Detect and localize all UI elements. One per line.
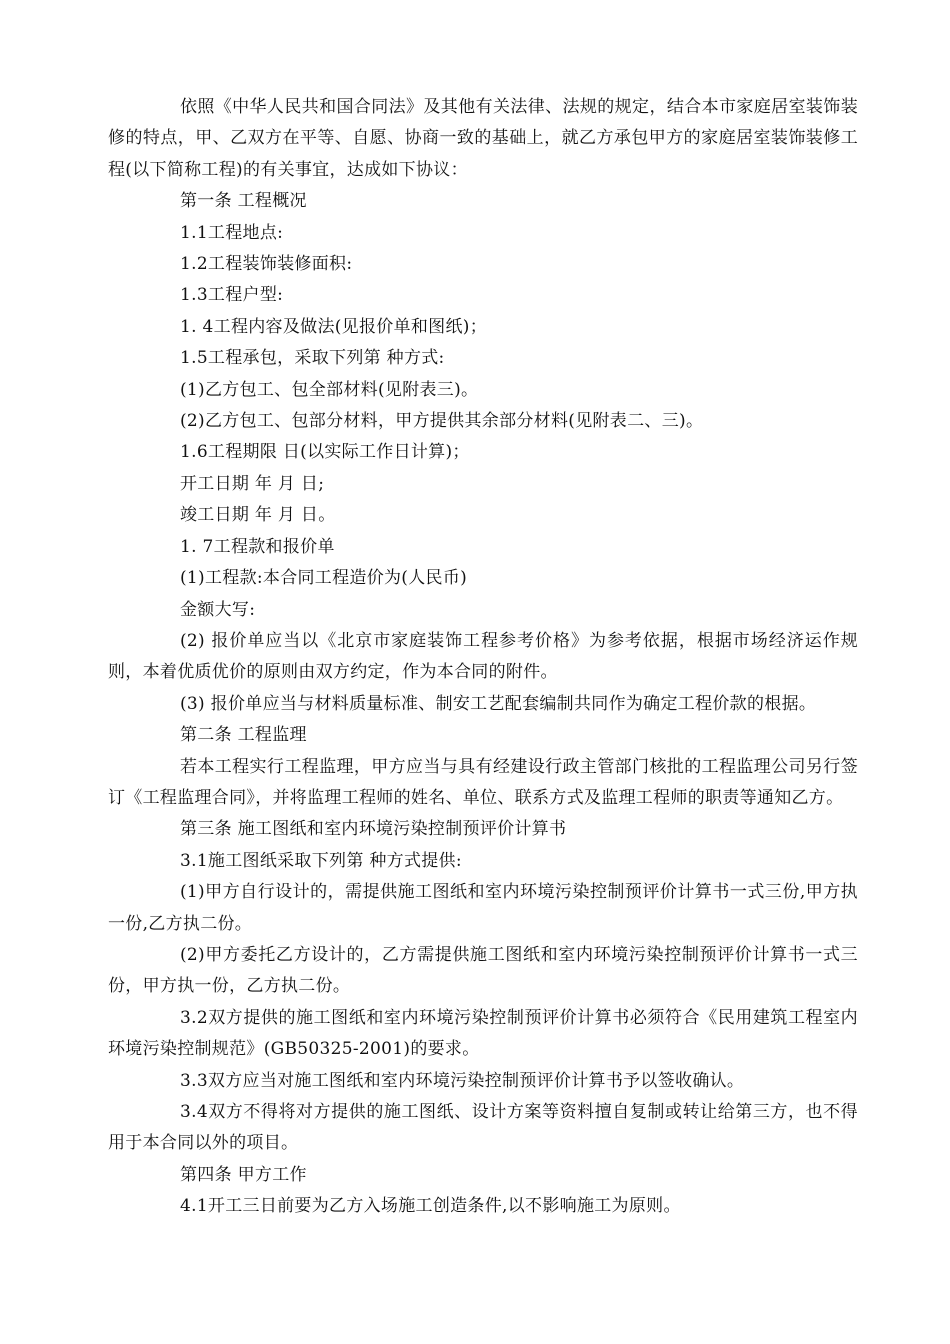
completion-date-line: 竣工日期 年 月 日。 bbox=[180, 505, 336, 526]
article-1-heading: 第一条 工程概况 bbox=[180, 191, 307, 212]
clause-1-7: 1. 7工程款和报价单 bbox=[180, 536, 335, 557]
clause-1-5-option-2: (2)乙方包工、包部分材料，甲方提供其余部分材料(见附表二、三)。 bbox=[180, 411, 704, 432]
clause-1-2: 1.2工程装饰装修面积: bbox=[180, 254, 353, 275]
clause-1-7-item-1: (1)工程款:本合同工程造价为(人民币) bbox=[180, 568, 468, 589]
clause-3-3: 3.3双方应当对施工图纸和室内环境污染控制预评价计算书予以签收确认。 bbox=[180, 1070, 745, 1091]
clause-1-6: 1.6工程期限 日(以实际工作日计算)； bbox=[180, 442, 470, 463]
clause-3-4: 3.4双方不得将对方提供的施工图纸、设计方案等资料擅自复制或转让给第三方，也不得用于本合同以外的项目。 bbox=[108, 1102, 858, 1154]
clause-1-3: 1.3工程户型: bbox=[180, 285, 284, 306]
intro-paragraph: 依照《中华人民共和国合同法》及其他有关法律、法规的规定，结合本市家庭居室装饰装修的特点，甲、乙双方在平等、自愿、协商一致的基础上，就乙方承包甲方的家庭居室装饰装修工程(以下简称工程)的有关事宜，达成如下协议： bbox=[108, 97, 858, 180]
clause-1-7-item-2: (2) 报价单应当以《北京市家庭装饰工程参考价格》为参考依据，根据市场经济运作规则，本着优质优价的原则由双方约定，作为本合同的附件。 bbox=[108, 630, 858, 683]
clause-3-2: 3.2双方提供的施工图纸和室内环境污染控制预评价计算书必须符合《民用建筑工程室内环境污染控制规范》(GB50325-2001)的要求。 bbox=[108, 1007, 858, 1060]
amount-in-words-line: 金额大写: bbox=[180, 599, 256, 620]
clause-3-1-option-1: (1)甲方自行设计的，需提供施工图纸和室内环境污染控制预评价计算书一式三份,甲方执一份,乙方执二份。 bbox=[108, 882, 858, 934]
clause-3-1: 3.1施工图纸采取下列第 种方式提供: bbox=[180, 850, 462, 871]
clause-3-1-option-2: (2)甲方委托乙方设计的，乙方需提供施工图纸和室内环境污染控制预评价计算书一式三份，甲方执一份，乙方执二份。 bbox=[108, 944, 858, 997]
article-2-body: 若本工程实行工程监理，甲方应当与具有经建设行政主管部门核批的工程监理公司另行签订《工程监理合同》，并将监理工程师的姓名、单位、联系方式及监理工程师的职责等通知乙方。 bbox=[108, 756, 858, 808]
clause-1-7-item-3: (3) 报价单应当与材料质量标准、制安工艺配套编制共同作为确定工程价款的根据。 bbox=[180, 693, 817, 714]
article-2-heading: 第二条 工程监理 bbox=[180, 725, 307, 746]
start-date-line: 开工日期 年 月 日; bbox=[180, 473, 325, 494]
clause-1-5-option-1: (1)乙方包工、包全部材料(见附表三)。 bbox=[180, 379, 479, 400]
clause-1-4: 1. 4工程内容及做法(见报价单和图纸)； bbox=[180, 316, 488, 337]
document-body bbox=[108, 92, 858, 1223]
article-3-heading: 第三条 施工图纸和室内环境污染控制预评价计算书 bbox=[180, 819, 567, 840]
clause-4-1: 4.1开工三日前要为乙方入场施工创造条件,以不影响施工为原则。 bbox=[180, 1196, 681, 1217]
article-4-heading: 第四条 甲方工作 bbox=[180, 1164, 307, 1185]
clause-1-1: 1.1工程地点: bbox=[180, 222, 284, 243]
clause-1-5: 1.5工程承包，采取下列第 种方式: bbox=[180, 348, 445, 369]
